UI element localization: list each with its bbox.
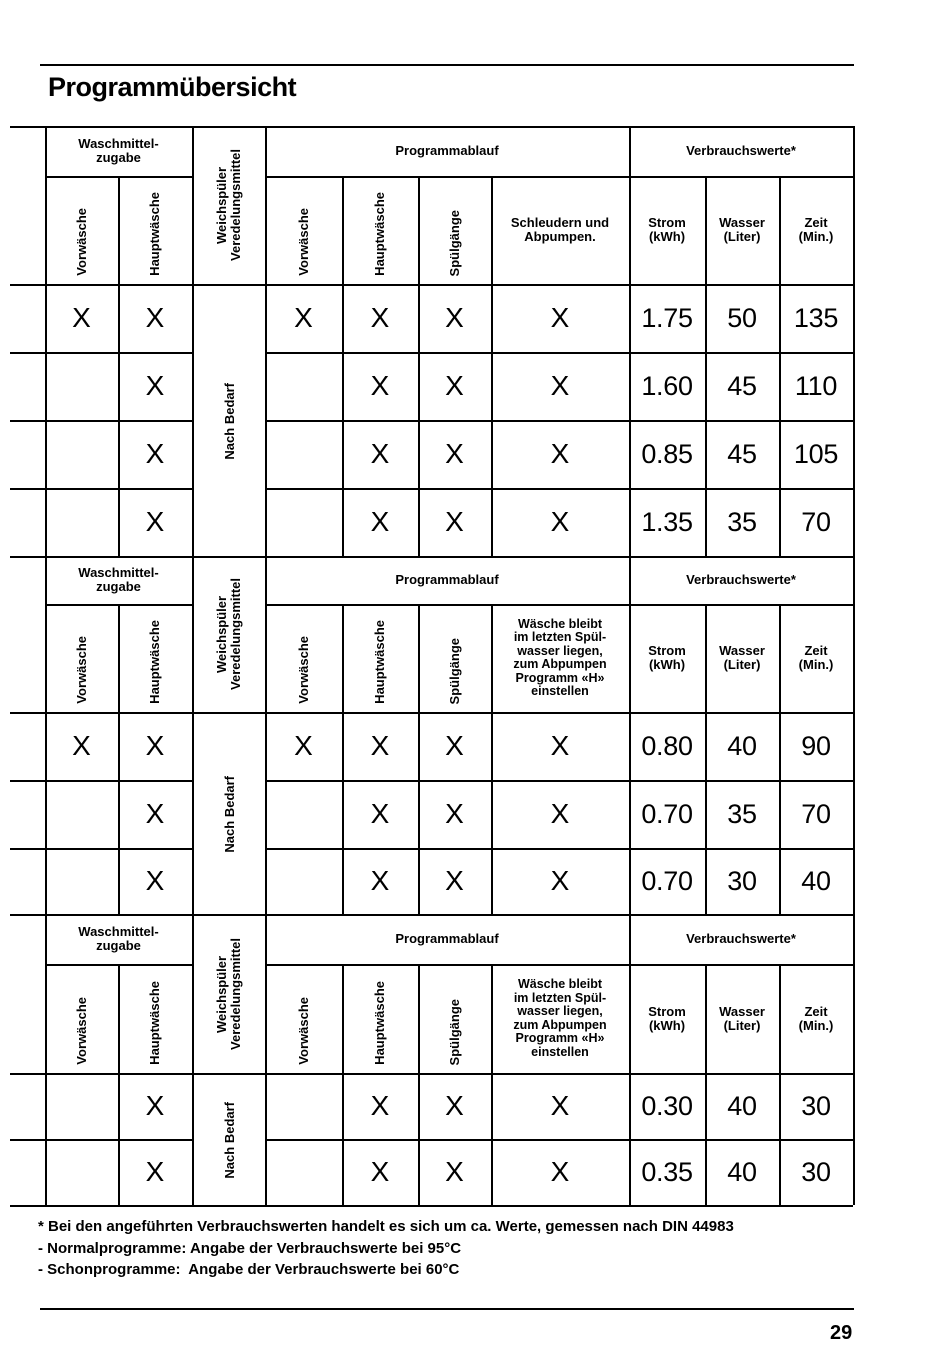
- table-cell-end: X: [550, 1156, 570, 1187]
- table-cell-spuelgaenge: X: [445, 798, 464, 829]
- waschmittel-header: Waschmittel- zugabe: [78, 924, 159, 953]
- table-cell-vorwaesche-p: X: [294, 302, 313, 333]
- table-cell-hauptwaesche-p: X: [370, 730, 390, 761]
- table-cell-vorwaesche-p: [265, 420, 342, 488]
- vorwaesche-p-header: [265, 176, 342, 284]
- weichspueler-header: [192, 556, 265, 712]
- hauptwaesche-w-header: [118, 964, 192, 1073]
- programmablauf-header: Programmablauf: [395, 931, 499, 946]
- table-cell-vorwaesche-p: [265, 488, 342, 556]
- hauptwaesche-w-label: Hauptwäsche: [147, 981, 162, 1065]
- table-cell-strom: 0.85: [641, 438, 693, 469]
- table-cell-hauptwaesche-p: X: [370, 438, 390, 469]
- waesche-bleibt-header: Wäsche bleibt im letzten Spül- wasser liegen, zum Abpumpen Programm «H» einstellen: [513, 616, 607, 698]
- hauptwaesche-w-label: Hauptwäsche: [147, 620, 162, 704]
- table-cell-hauptwaesche-p: X: [370, 506, 390, 537]
- vorwaesche-w-header: [45, 964, 118, 1073]
- zeit-header: Zeit (Min.): [798, 1003, 834, 1033]
- table-cell-vorwaesche-w: X: [72, 302, 91, 333]
- hauptwaesche-p-label: Hauptwäsche: [372, 620, 387, 704]
- table-rule: [853, 914, 855, 1205]
- page-title: Programmübersicht: [48, 72, 297, 102]
- weichspueler-label: Weichspüler Veredelungsmittel: [213, 149, 243, 261]
- verbrauchswerte-header: Verbrauchswerte*: [686, 931, 796, 946]
- table-cell-zeit: 90: [801, 730, 831, 761]
- hauptwaesche-p-label: Hauptwäsche: [372, 192, 387, 276]
- programmablauf-header: Programmablauf: [395, 143, 499, 158]
- table-cell-hauptwaesche-w: X: [145, 438, 165, 469]
- table-cell-end: X: [550, 865, 570, 896]
- table-cell-spuelgaenge: X: [445, 1090, 464, 1121]
- table-cell-zeit: 40: [801, 865, 831, 896]
- vorwaesche-p-label: Vorwäsche: [295, 636, 311, 704]
- weichspueler-label: Weichspüler Veredelungsmittel: [213, 578, 243, 690]
- vorwaesche-w-header: [45, 604, 118, 712]
- waschmittel-header: Waschmittel- zugabe: [78, 136, 159, 165]
- table-cell-strom: 0.35: [641, 1156, 693, 1187]
- table-cell-hauptwaesche-p: X: [370, 798, 390, 829]
- table-cell-end: X: [550, 1090, 570, 1121]
- nach-bedarf-cell: [194, 714, 265, 914]
- table-cell-strom: 1.60: [641, 370, 693, 401]
- spuelgaenge-label: Spülgänge: [446, 637, 462, 704]
- wasser-header: Wasser (Liter): [719, 643, 765, 672]
- table-cell-wasser: 40: [727, 1090, 757, 1121]
- table-cell-vorwaesche-w: [45, 1139, 118, 1205]
- vorwaesche-w-header: [45, 176, 118, 284]
- table-cell-vorwaesche-w: X: [72, 730, 91, 761]
- table-cell-wasser: 50: [727, 302, 757, 333]
- nach-bedarf-label: Nach Bedarf: [221, 1101, 237, 1179]
- vorwaesche-w-label: Vorwäsche: [73, 208, 89, 276]
- table-cell-end: X: [550, 798, 570, 829]
- nach-bedarf-cell: [194, 286, 265, 556]
- table-cell-end: X: [550, 302, 570, 333]
- table-cell-hauptwaesche-w: X: [145, 730, 165, 761]
- waschmittel-header: Waschmittel- zugabe: [78, 565, 159, 594]
- table-cell-vorwaesche-p: [265, 1139, 342, 1205]
- table-cell-hauptwaesche-p: X: [370, 302, 390, 333]
- schleudern-header: Schleudern und Abpumpen.: [510, 215, 610, 244]
- table-cell-wasser: 40: [727, 1156, 757, 1187]
- table-cell-wasser: 35: [727, 798, 757, 829]
- table-cell-end: X: [550, 730, 570, 761]
- table-cell-wasser: 45: [727, 370, 757, 401]
- table-cell-spuelgaenge: X: [445, 1156, 464, 1187]
- strom-header: Strom (kWh): [648, 1003, 686, 1033]
- table-cell-vorwaesche-p: [265, 848, 342, 914]
- top-rule: [40, 64, 854, 66]
- bottom-rule: [40, 1308, 854, 1310]
- vorwaesche-w-label: Vorwäsche: [73, 997, 89, 1065]
- table-cell-vorwaesche-w: [45, 420, 118, 488]
- weichspueler-header: [192, 126, 265, 284]
- hauptwaesche-w-header: [118, 176, 192, 284]
- weichspueler-header: [192, 914, 265, 1073]
- table-cell-spuelgaenge: X: [445, 506, 464, 537]
- table-cell-spuelgaenge: X: [445, 865, 464, 896]
- table-cell-vorwaesche-p: X: [294, 730, 313, 761]
- table-cell-hauptwaesche-w: X: [145, 865, 165, 896]
- table-cell-hauptwaesche-p: X: [370, 865, 390, 896]
- table-rule: [10, 1205, 853, 1207]
- table-cell-zeit: 70: [801, 506, 831, 537]
- table-cell-vorwaesche-w: [45, 780, 118, 848]
- footnote-3: - Schonprogramme: Angabe der Verbrauchswerte bei 60°C: [38, 1261, 460, 1278]
- hauptwaesche-w-label: Hauptwäsche: [147, 192, 162, 276]
- table-cell-wasser: 30: [727, 865, 757, 896]
- footnote-2: - Normalprogramme: Angabe der Verbrauchswerte bei 95°C: [38, 1240, 462, 1257]
- table-cell-strom: 0.30: [641, 1090, 693, 1121]
- vorwaesche-p-label: Vorwäsche: [295, 208, 311, 276]
- table-cell-hauptwaesche-p: X: [370, 1156, 390, 1187]
- nach-bedarf-label: Nach Bedarf: [221, 775, 237, 853]
- table-cell-vorwaesche-w: [45, 488, 118, 556]
- table-cell-end: X: [550, 506, 570, 537]
- table-cell-hauptwaesche-p: X: [370, 1090, 390, 1121]
- table-cell-hauptwaesche-w: X: [145, 506, 165, 537]
- table-rule: [853, 556, 855, 914]
- hauptwaesche-w-header: [118, 604, 192, 712]
- programmablauf-header: Programmablauf: [395, 572, 499, 587]
- table-cell-strom: 0.70: [641, 865, 693, 896]
- table-cell-hauptwaesche-w: X: [145, 370, 165, 401]
- hauptwaesche-p-header: [342, 176, 418, 284]
- table-rule: [853, 126, 855, 556]
- spuelgaenge-label: Spülgänge: [446, 998, 462, 1065]
- zeit-header: Zeit (Min.): [798, 215, 834, 244]
- table-cell-wasser: 40: [727, 730, 757, 761]
- table-cell-strom: 0.70: [641, 798, 693, 829]
- table-cell-vorwaesche-p: [265, 352, 342, 420]
- table-cell-zeit: 70: [801, 798, 831, 829]
- verbrauchswerte-header: Verbrauchswerte*: [686, 572, 796, 587]
- table-cell-zeit: 30: [801, 1156, 831, 1187]
- page-number: 29: [830, 1322, 853, 1344]
- table-cell-vorwaesche-w: [45, 848, 118, 914]
- table-cell-end: X: [550, 370, 570, 401]
- table-cell-spuelgaenge: X: [445, 302, 464, 333]
- nach-bedarf-cell: [194, 1075, 265, 1205]
- spuelgaenge-header: [418, 176, 491, 284]
- vorwaesche-p-label: Vorwäsche: [295, 997, 311, 1065]
- table-cell-strom: 1.35: [641, 506, 693, 537]
- table-cell-wasser: 35: [727, 506, 757, 537]
- footnote-1: * Bei den angeführten Verbrauchswerten handelt es sich um ca. Werte, gemessen nach DIN 44983: [38, 1218, 734, 1235]
- table-cell-spuelgaenge: X: [445, 730, 464, 761]
- hauptwaesche-p-header: [342, 964, 418, 1073]
- table-cell-zeit: 135: [793, 302, 839, 333]
- table-cell-vorwaesche-w: [45, 1073, 118, 1139]
- vorwaesche-p-header: [265, 964, 342, 1073]
- vorwaesche-w-label: Vorwäsche: [73, 636, 89, 704]
- table-cell-zeit: 105: [793, 438, 839, 469]
- nach-bedarf-label: Nach Bedarf: [221, 382, 237, 460]
- table-cell-zeit: 30: [801, 1090, 831, 1121]
- table-cell-hauptwaesche-w: X: [145, 1090, 165, 1121]
- strom-header: Strom (kWh): [648, 643, 686, 672]
- table-cell-end: X: [550, 438, 570, 469]
- vorwaesche-p-header: [265, 604, 342, 712]
- table-cell-strom: 1.75: [641, 302, 693, 333]
- table-cell-vorwaesche-p: [265, 1073, 342, 1139]
- table-cell-vorwaesche-p: [265, 780, 342, 848]
- spuelgaenge-header: [418, 604, 491, 712]
- wasser-header: Wasser (Liter): [719, 215, 765, 244]
- weichspueler-label: Weichspüler Veredelungsmittel: [213, 937, 243, 1050]
- table-cell-hauptwaesche-w: X: [145, 1156, 165, 1187]
- verbrauchswerte-header: Verbrauchswerte*: [686, 143, 796, 158]
- table-cell-strom: 0.80: [641, 730, 693, 761]
- spuelgaenge-label: Spülgänge: [446, 209, 462, 276]
- table-cell-vorwaesche-w: [45, 352, 118, 420]
- hauptwaesche-p-label: Hauptwäsche: [372, 981, 387, 1065]
- strom-header: Strom (kWh): [648, 215, 686, 244]
- table-cell-spuelgaenge: X: [445, 370, 464, 401]
- zeit-header: Zeit (Min.): [798, 643, 834, 672]
- table-cell-hauptwaesche-w: X: [145, 798, 165, 829]
- table-cell-wasser: 45: [727, 438, 757, 469]
- table-cell-hauptwaesche-w: X: [145, 302, 165, 333]
- table-cell-hauptwaesche-p: X: [370, 370, 390, 401]
- hauptwaesche-p-header: [342, 604, 418, 712]
- wasser-header: Wasser (Liter): [719, 1003, 765, 1033]
- waesche-bleibt-header: Wäsche bleibt im letzten Spül- wasser liegen, zum Abpumpen Programm «H» einstellen: [513, 977, 607, 1059]
- spuelgaenge-header: [418, 964, 491, 1073]
- table-cell-spuelgaenge: X: [445, 438, 464, 469]
- table-cell-zeit: 110: [794, 370, 838, 401]
